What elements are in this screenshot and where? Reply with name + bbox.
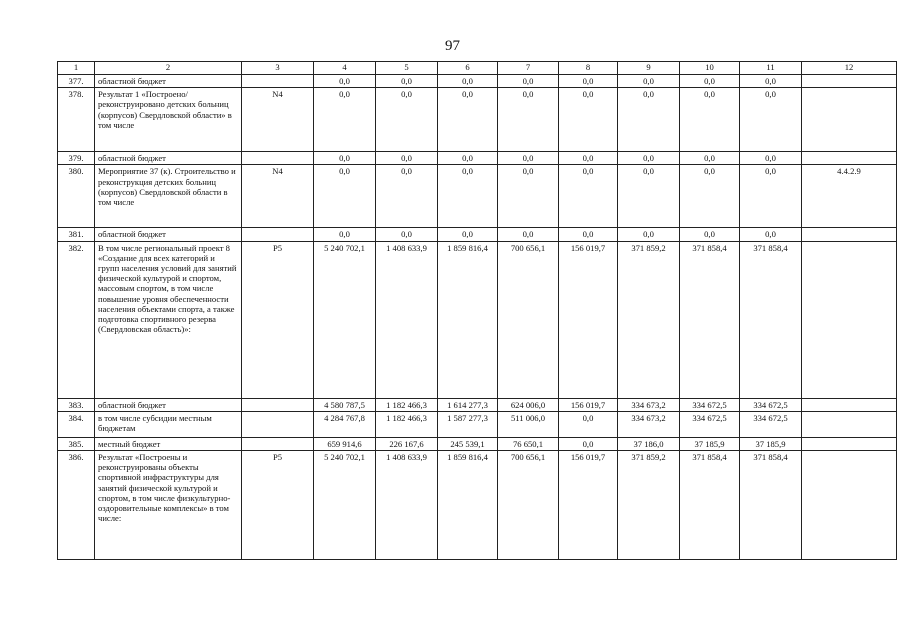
row-name-cell: областной бюджет — [95, 228, 242, 241]
table-row — [58, 165, 897, 228]
amount-cell: 0,0 — [438, 75, 498, 88]
row-ref-cell — [802, 88, 897, 152]
amount-cell: 0,0 — [314, 75, 376, 88]
row-name-cell: Результат 1 «Построено/реконструировано детских больниц (корпусов) Свердловской области» в том числе — [95, 88, 242, 152]
amount-cell: 156 019,7 — [559, 398, 618, 411]
column-header: 2 — [95, 62, 242, 75]
table-row — [58, 75, 897, 88]
row-code-cell — [242, 398, 314, 411]
row-number-cell: 385. — [58, 437, 95, 450]
amount-cell: 0,0 — [314, 88, 376, 152]
amount-cell: 1 182 466,3 — [376, 411, 438, 437]
amount-cell: 1 408 633,9 — [376, 451, 438, 560]
row-code-cell: N4 — [242, 165, 314, 228]
amount-cell: 0,0 — [376, 88, 438, 152]
column-header: 9 — [618, 62, 680, 75]
table-row — [58, 437, 897, 450]
row-name-cell: Мероприятие 37 (к). Строительство и реконструкция детских больниц (корпусов) Свердловской области в том числе — [95, 165, 242, 228]
amount-cell: 0,0 — [438, 152, 498, 165]
amount-cell: 0,0 — [376, 228, 438, 241]
row-name-cell: в том числе субсидии местным бюджетам — [95, 411, 242, 437]
row-ref-cell — [802, 241, 897, 398]
row-number-cell: 386. — [58, 451, 95, 560]
row-code-cell: P5 — [242, 241, 314, 398]
amount-cell: 0,0 — [314, 152, 376, 165]
amount-cell: 0,0 — [376, 75, 438, 88]
amount-cell: 659 914,6 — [314, 437, 376, 450]
amount-cell: 4 580 787,5 — [314, 398, 376, 411]
amount-cell: 0,0 — [740, 165, 802, 228]
amount-cell: 37 185,9 — [740, 437, 802, 450]
amount-cell: 334 672,5 — [740, 411, 802, 437]
row-ref-cell — [802, 75, 897, 88]
amount-cell: 156 019,7 — [559, 451, 618, 560]
amount-cell: 0,0 — [559, 75, 618, 88]
row-number-cell: 378. — [58, 88, 95, 152]
column-header: 8 — [559, 62, 618, 75]
amount-cell: 1 614 277,3 — [438, 398, 498, 411]
amount-cell: 0,0 — [498, 75, 559, 88]
amount-cell: 0,0 — [559, 437, 618, 450]
amount-cell: 700 656,1 — [498, 241, 559, 398]
amount-cell: 0,0 — [618, 88, 680, 152]
amount-cell: 0,0 — [618, 228, 680, 241]
amount-cell: 0,0 — [376, 165, 438, 228]
amount-cell: 334 672,5 — [740, 398, 802, 411]
amount-cell: 156 019,7 — [559, 241, 618, 398]
amount-cell: 0,0 — [559, 228, 618, 241]
amount-cell: 0,0 — [680, 88, 740, 152]
amount-cell: 0,0 — [438, 228, 498, 241]
amount-cell: 245 539,1 — [438, 437, 498, 450]
amount-cell: 0,0 — [740, 75, 802, 88]
column-header: 11 — [740, 62, 802, 75]
amount-cell: 226 167,6 — [376, 437, 438, 450]
amount-cell: 0,0 — [740, 228, 802, 241]
row-name-cell: местный бюджет — [95, 437, 242, 450]
amount-cell: 0,0 — [740, 88, 802, 152]
amount-cell: 334 673,2 — [618, 398, 680, 411]
amount-cell: 0,0 — [559, 88, 618, 152]
amount-cell: 1 408 633,9 — [376, 241, 438, 398]
row-code-cell — [242, 152, 314, 165]
row-ref-cell — [802, 152, 897, 165]
row-ref-cell — [802, 398, 897, 411]
column-header: 5 — [376, 62, 438, 75]
amount-cell: 4 284 767,8 — [314, 411, 376, 437]
row-ref-cell — [802, 437, 897, 450]
row-code-cell: P5 — [242, 451, 314, 560]
row-name-cell: В том числе региональный проект 8 «Создание для всех категорий и групп населения условий для занятий физической культурой и спортом, массовым спортом, в том числе повышение уровня обеспеченности населения объектами спорта, а также подготовка спортивного резерва (Свердловская область)»: — [95, 241, 242, 398]
table-row — [58, 411, 897, 437]
table-header-row — [58, 62, 897, 75]
amount-cell: 76 650,1 — [498, 437, 559, 450]
amount-cell: 700 656,1 — [498, 451, 559, 560]
row-code-cell: N4 — [242, 88, 314, 152]
page-number: 97 — [445, 38, 460, 54]
amount-cell: 371 858,4 — [680, 451, 740, 560]
amount-cell: 511 006,0 — [498, 411, 559, 437]
row-ref-cell — [802, 451, 897, 560]
amount-cell: 37 185,9 — [680, 437, 740, 450]
amount-cell: 0,0 — [680, 152, 740, 165]
amount-cell: 0,0 — [559, 152, 618, 165]
table-row — [58, 451, 897, 560]
amount-cell: 0,0 — [498, 88, 559, 152]
row-code-cell — [242, 411, 314, 437]
amount-cell: 1 587 277,3 — [438, 411, 498, 437]
amount-cell: 0,0 — [498, 165, 559, 228]
row-name-cell: областной бюджет — [95, 152, 242, 165]
row-ref-cell — [802, 411, 897, 437]
column-header: 10 — [680, 62, 740, 75]
row-name-cell: областной бюджет — [95, 398, 242, 411]
amount-cell: 1 182 466,3 — [376, 398, 438, 411]
amount-cell: 334 672,5 — [680, 398, 740, 411]
amount-cell: 334 672,5 — [680, 411, 740, 437]
amount-cell: 1 859 816,4 — [438, 241, 498, 398]
amount-cell: 0,0 — [618, 75, 680, 88]
amount-cell: 0,0 — [498, 152, 559, 165]
amount-cell: 0,0 — [559, 411, 618, 437]
column-header: 3 — [242, 62, 314, 75]
table-row — [58, 88, 897, 152]
amount-cell: 371 858,4 — [740, 451, 802, 560]
row-number-cell: 382. — [58, 241, 95, 398]
amount-cell: 0,0 — [498, 228, 559, 241]
table-row — [58, 152, 897, 165]
amount-cell: 371 858,4 — [740, 241, 802, 398]
amount-cell: 37 186,0 — [618, 437, 680, 450]
amount-cell: 371 859,2 — [618, 451, 680, 560]
row-number-cell: 377. — [58, 75, 95, 88]
row-name-cell: областной бюджет — [95, 75, 242, 88]
row-code-cell — [242, 437, 314, 450]
amount-cell: 334 673,2 — [618, 411, 680, 437]
column-header: 6 — [438, 62, 498, 75]
row-number-cell: 383. — [58, 398, 95, 411]
amount-cell: 0,0 — [314, 228, 376, 241]
amount-cell: 1 859 816,4 — [438, 451, 498, 560]
amount-cell: 0,0 — [438, 165, 498, 228]
column-header: 4 — [314, 62, 376, 75]
row-code-cell — [242, 75, 314, 88]
amount-cell: 0,0 — [740, 152, 802, 165]
amount-cell: 371 858,4 — [680, 241, 740, 398]
row-number-cell: 381. — [58, 228, 95, 241]
amount-cell: 624 006,0 — [498, 398, 559, 411]
amount-cell: 0,0 — [376, 152, 438, 165]
row-number-cell: 384. — [58, 411, 95, 437]
amount-cell: 0,0 — [680, 228, 740, 241]
amount-cell: 0,0 — [680, 165, 740, 228]
row-code-cell — [242, 228, 314, 241]
column-header: 7 — [498, 62, 559, 75]
row-ref-cell: 4.4.2.9 — [802, 165, 897, 228]
amount-cell: 5 240 702,1 — [314, 241, 376, 398]
table-row — [58, 241, 897, 398]
row-number-cell: 380. — [58, 165, 95, 228]
table-row — [58, 228, 897, 241]
row-ref-cell — [802, 228, 897, 241]
amount-cell: 5 240 702,1 — [314, 451, 376, 560]
amount-cell: 0,0 — [314, 165, 376, 228]
column-header: 1 — [58, 62, 95, 75]
amount-cell: 0,0 — [559, 165, 618, 228]
column-header: 12 — [802, 62, 897, 75]
amount-cell: 371 859,2 — [618, 241, 680, 398]
budget-table — [57, 61, 897, 560]
row-number-cell: 379. — [58, 152, 95, 165]
table-row — [58, 398, 897, 411]
amount-cell: 0,0 — [680, 75, 740, 88]
amount-cell: 0,0 — [438, 88, 498, 152]
row-name-cell: Результат «Построены и реконструированы объекты спортивной инфраструктуры для занятий физической культурой и спортом, в том числе физкультурно-оздоровительные комплексы» в том числе: — [95, 451, 242, 560]
amount-cell: 0,0 — [618, 152, 680, 165]
amount-cell: 0,0 — [618, 165, 680, 228]
